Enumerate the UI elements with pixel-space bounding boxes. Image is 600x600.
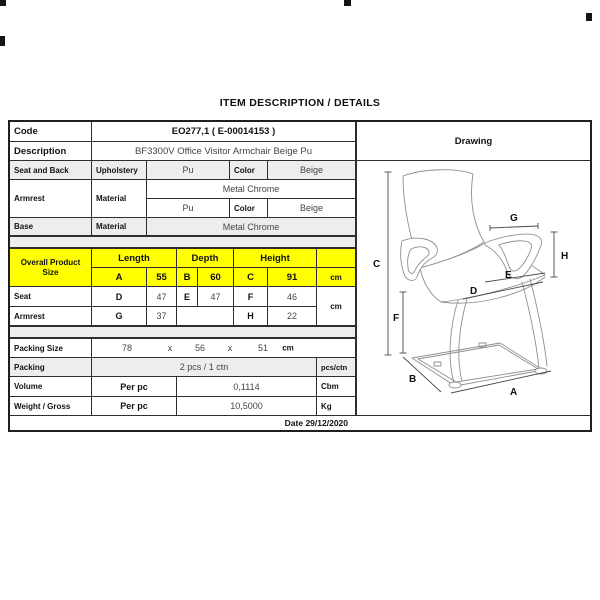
depth-header: Depth [177, 249, 234, 268]
volume-label: Volume [10, 377, 92, 397]
packing-size-value [92, 339, 355, 358]
date-row [10, 416, 590, 430]
broken-image-icon [344, 0, 351, 6]
drawing-header: Drawing [357, 122, 590, 161]
length-header: Length [92, 249, 177, 268]
packing-size-d3: 51 [257, 343, 269, 353]
broken-image-icon [0, 0, 6, 6]
chair-leg-right-inner [530, 279, 547, 366]
overall-size-label: Overall Product Size [10, 249, 92, 287]
dimension-label-H: H [561, 251, 569, 262]
chair-front-leg-left [450, 300, 458, 383]
broken-image-icon [586, 13, 592, 21]
seat-back-color-value: Beige [268, 161, 355, 180]
armrest-length-key: G [92, 307, 147, 327]
dimension-line-G [490, 226, 538, 228]
armrest-label: Armrest [10, 180, 92, 218]
seat-row-label: Seat [10, 287, 92, 307]
armrest-color-value: Beige [268, 199, 355, 218]
armrest-material: Pu [147, 199, 230, 218]
overall-unit: cm [317, 268, 355, 287]
armrest-empty-cell [177, 307, 234, 327]
weight-label: Weight / Gross [10, 397, 92, 416]
seat-length-value: 47 [147, 287, 177, 307]
base-property: Material [92, 218, 147, 237]
armrest-row-label: Armrest [10, 307, 92, 327]
dimensions-unit: cm [317, 287, 355, 327]
packing-unit: pcs/ctn [317, 358, 355, 377]
overall-depth-key: B [177, 268, 198, 287]
packing-size-d2: 56 [194, 343, 206, 353]
base-label: Base [10, 218, 92, 237]
overall-height-key: C [234, 268, 268, 287]
weight-value: 10,5000 [177, 397, 317, 416]
item-details-table [8, 120, 592, 432]
volume-per: Per pc [92, 377, 177, 397]
overall-length-key: A [92, 268, 147, 287]
weight-unit: Kg [317, 397, 355, 416]
packing-size-label: Packing Size [10, 339, 92, 358]
chair-leg-right [522, 282, 539, 368]
packing-size-sep: x [227, 343, 233, 353]
code-value: EO277,1 ( E-00014153 ) [92, 122, 355, 142]
date-value: Date 29/12/2020 [284, 418, 348, 428]
packing-size-unit: cm [282, 343, 294, 353]
dimension-label-F: F [393, 313, 400, 324]
size-unit-corner [317, 249, 355, 268]
seat-height-value: 46 [268, 287, 317, 307]
base-material: Metal Chrome [147, 218, 355, 237]
chair-sled-base-outer [412, 343, 543, 386]
seat-back-label: Seat and Back [10, 161, 92, 180]
seat-back-property: Upholstery [92, 161, 147, 180]
code-label: Code [10, 122, 92, 142]
description-label: Description [10, 142, 92, 161]
chair-rail-clip [434, 362, 441, 366]
overall-length-value: 55 [147, 268, 177, 287]
overall-height-value: 91 [268, 268, 317, 287]
packing-value: 2 pcs / 1 ctn [92, 358, 317, 377]
packing-size-d1: 78 [121, 343, 133, 353]
dimension-label-C: C [373, 259, 381, 270]
volume-value: 0,1114 [177, 377, 317, 397]
armrest-property: Material [92, 180, 147, 218]
seat-back-material: Pu [147, 161, 230, 180]
drawing-panel [355, 122, 590, 416]
height-header: Height [234, 249, 317, 268]
dimension-label-G: G [510, 213, 518, 224]
chair-foot-left [449, 382, 461, 388]
volume-unit: Cbm [317, 377, 355, 397]
spacer-row [10, 327, 355, 339]
armrest-height-key: H [234, 307, 268, 327]
dimension-line-A [451, 371, 551, 393]
dimension-label-E: E [505, 270, 512, 281]
packing-size-sep: x [167, 343, 173, 353]
seat-back-color-label: Color [230, 161, 268, 180]
page-title: ITEM DESCRIPTION / DETAILS [219, 97, 381, 109]
packing-label: Packing [10, 358, 92, 377]
weight-per: Per pc [92, 397, 177, 416]
armrest-height-value: 22 [268, 307, 317, 327]
dimension-label-B: B [409, 374, 417, 385]
description-value: BF3300V Office Visitor Armchair Beige Pu [92, 142, 355, 161]
armrest-length-value: 37 [147, 307, 177, 327]
armrest-color-label: Color [230, 199, 268, 218]
seat-length-key: D [92, 287, 147, 307]
seat-depth-value: 47 [198, 287, 234, 307]
dimension-label-A: A [510, 387, 518, 398]
seat-height-key: F [234, 287, 268, 307]
armrest-material-top: Metal Chrome [147, 180, 355, 199]
chair-drawing [357, 161, 590, 415]
chair-sled-base-inner [418, 345, 538, 382]
broken-image-icon [0, 36, 5, 46]
spacer-row [10, 237, 355, 249]
overall-depth-value: 60 [198, 268, 234, 287]
seat-depth-key: E [177, 287, 198, 307]
dimension-label-D: D [470, 286, 478, 297]
chair-front-leg-left-inner [459, 299, 467, 381]
